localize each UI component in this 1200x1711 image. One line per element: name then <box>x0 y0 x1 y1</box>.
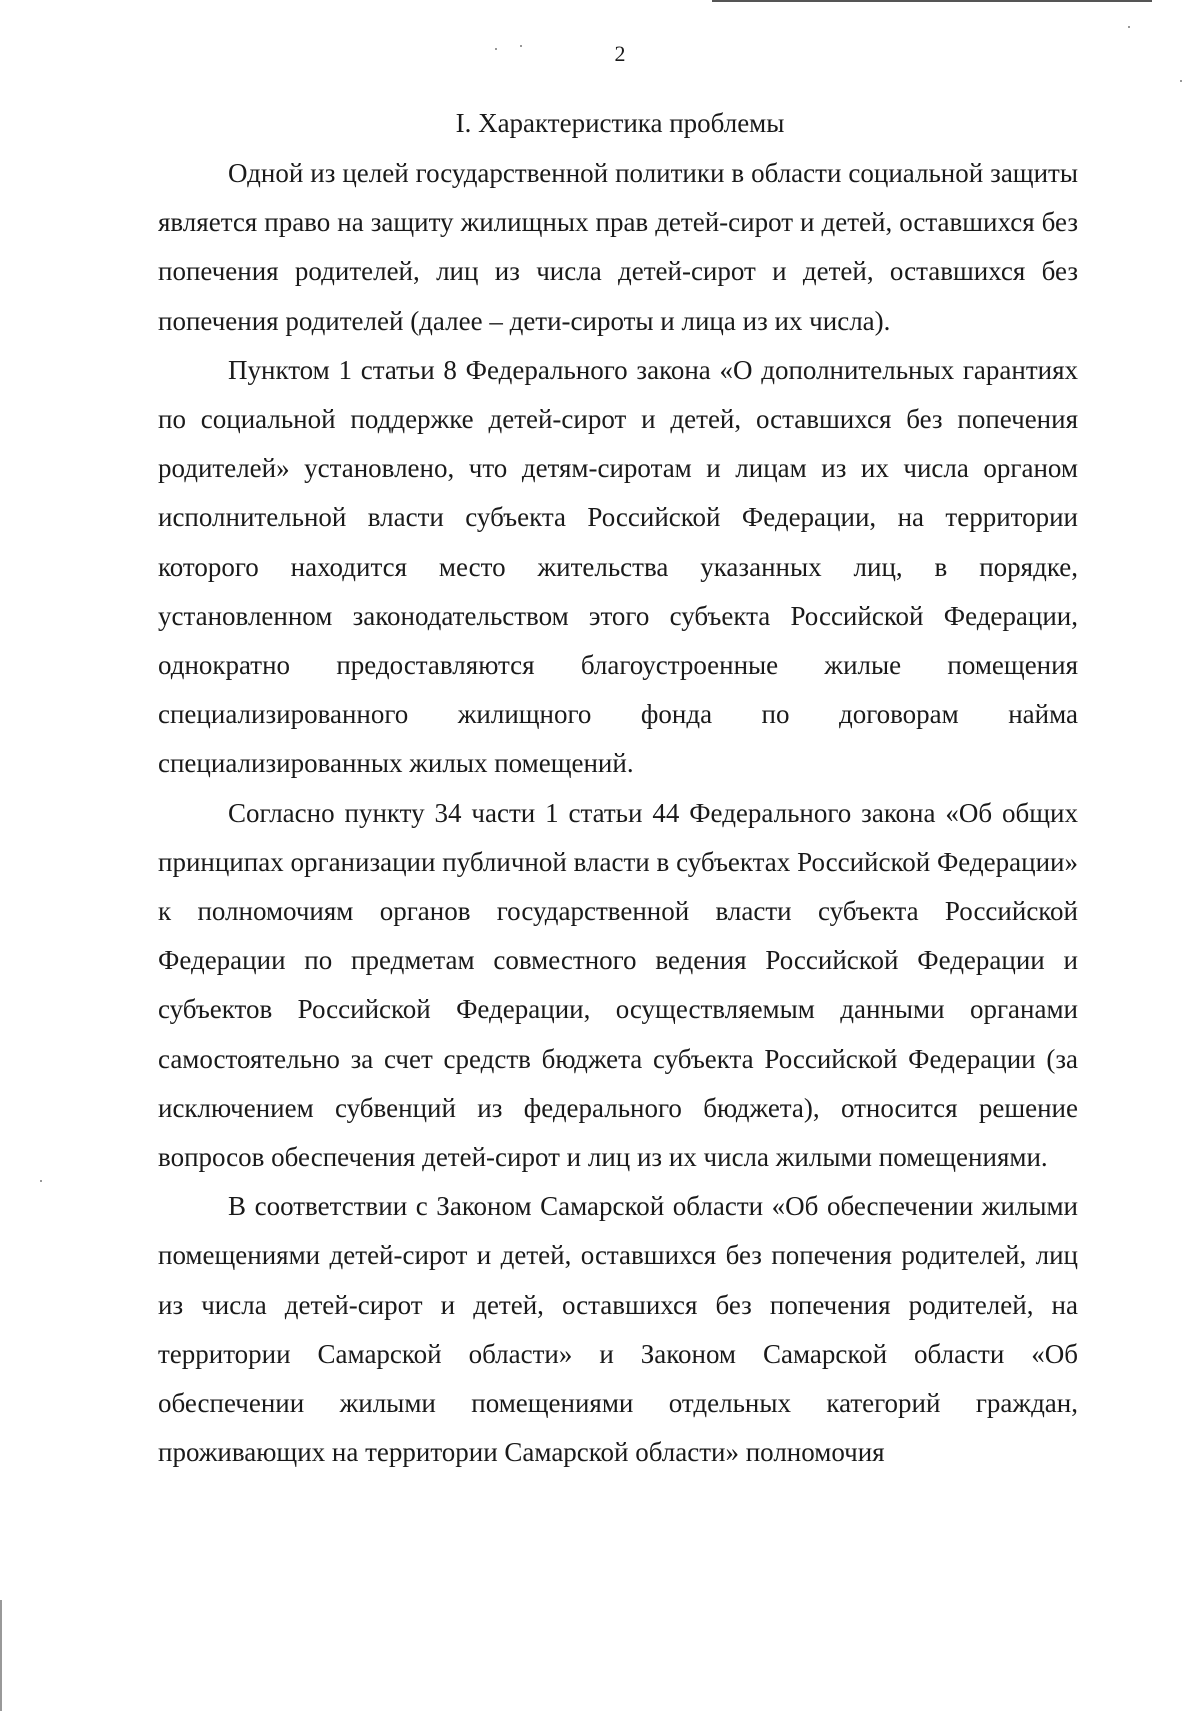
paragraph: В соответствии с Законом Самарской области «Об обеспечении жилыми помещениями детей-сирот и детей, оставшихся без попечения родителей, лиц из числа детей-сирот и детей, оставшихся без попечения родителей, на территории Самарской области» и Законом Самарской области «Об обеспечении жилыми помещениями отдельных категорий граждан, проживающих на территории Самарской области» полномочия <box>158 1191 1078 1468</box>
scan-edge-mark <box>0 1600 2 1711</box>
scan-speck <box>1180 80 1182 82</box>
page-number: 2 <box>614 41 626 66</box>
top-rule <box>712 0 1152 2</box>
paragraph: Пунктом 1 статьи 8 Федерального закона «О дополнительных гарантиях по социальной поддержке детей-сирот и детей, оставшихся без попечения родителей» установлено, что детям-сиротам и лицам из их числа органом исполнительной власти субъекта Российской Федерации, на территории которого находится место жительства указанных лиц, в порядке, установленном законодательством этого субъекта Российской Федерации, однократно предоставляются благоустроенные жилые помещения специализированного жилищного фонда по договорам найма специализированных жилых помещений. <box>158 354 1078 779</box>
scan-speck <box>40 1180 42 1182</box>
section-heading: I. Характеристика проблемы <box>455 108 785 138</box>
paragraph: Одной из целей государственной политики в области социальной защиты является право на защиту жилищных прав детей-сирот и детей, оставшихся без попечения родителей, лиц из числа детей-сирот и детей, оставшихся без попечения родителей (далее – дети-сироты и лица из их числа). <box>158 158 1078 336</box>
paragraph: Согласно пункту 34 части 1 статьи 44 Федерального закона «Об общих принципах организации публичной власти в субъектах Российской Федерации» к полномочиям органов государственной власти субъекта Российской Федерации по предметам совместного ведения Российской Федерации и субъектов Российской Федерации, осуществляемым данными органами самостоятельно за счет средств бюджета субъекта Российской Федерации (за исключением субвенций из федерального бюджета), относится решение вопросов обеспечения детей-сирот и лиц из их числа жилыми помещениями. <box>158 797 1078 1173</box>
body-text <box>158 149 1078 1477</box>
scan-speck <box>1128 26 1130 28</box>
